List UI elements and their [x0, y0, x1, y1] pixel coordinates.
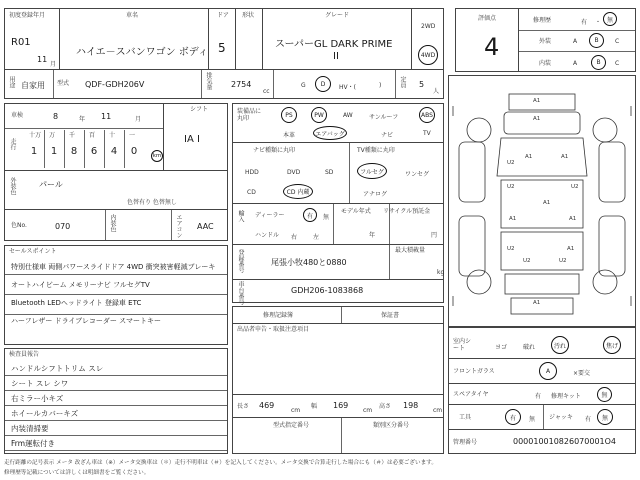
displacement-label: 排気量	[205, 72, 212, 90]
car-name-box	[59, 8, 209, 70]
color-box	[4, 170, 228, 210]
equip-ps: PS	[285, 111, 293, 119]
shift-value: IA I	[184, 134, 200, 145]
equip-pw-circle	[311, 107, 327, 123]
divider	[171, 210, 172, 240]
damage-mark: A1	[509, 216, 517, 222]
damage-mark: U2	[559, 258, 567, 264]
windshield-box	[448, 358, 636, 384]
tools-label: 工具	[459, 414, 472, 421]
mileage-digit-header: 十	[109, 132, 116, 139]
mileage-digit-header: 一	[129, 132, 136, 139]
nav-type-label: ナビ種類に丸印	[253, 147, 296, 154]
exterior-option-a: A	[573, 38, 578, 45]
damage-mark: A1	[569, 216, 577, 222]
windshield-label: フロントガラス	[453, 368, 495, 375]
shaken-month: 11	[101, 112, 112, 121]
import-label: 輸入	[237, 210, 244, 222]
jack-yes: 有	[585, 416, 592, 423]
interior-seat-box	[448, 327, 636, 359]
mileage-digit-header: 百	[89, 132, 96, 139]
capacity-label: 定員	[399, 76, 406, 88]
repair-option-none-circle	[603, 12, 617, 26]
color-no-box	[4, 209, 228, 241]
length-unit: cm	[291, 407, 301, 414]
length-value: 469	[259, 401, 275, 410]
fuel-selected-circle	[315, 76, 331, 92]
manage-no-value: 000010010826070001O4	[513, 437, 617, 446]
model-label: 型式	[57, 80, 70, 87]
divider	[104, 130, 105, 168]
color-no-value: 070	[55, 222, 71, 231]
model-year-unit: 年	[369, 232, 376, 239]
equip-sunroof: サンルーフ	[369, 114, 399, 121]
divider	[201, 70, 202, 98]
model-year-label: モデル年式	[341, 208, 371, 215]
seat-option-dirt: 汚れ	[553, 342, 566, 350]
interior-color-label: 内装色	[109, 214, 116, 232]
divider	[5, 274, 227, 275]
chassis-value: GDH206-1083868	[291, 286, 364, 295]
windshield-a-circle	[539, 362, 557, 380]
repair-record-label: 修理記録簿	[263, 312, 294, 319]
capacity-unit: 人	[433, 88, 440, 95]
spare-option-none: 無	[601, 392, 608, 399]
score-value: 4	[484, 33, 500, 61]
usage-label: 用途	[8, 76, 15, 88]
exterior-option-c: C	[615, 38, 620, 45]
divider	[5, 294, 227, 295]
nav-cd-builtin: CD 内蔵	[286, 189, 310, 196]
equip-aw: AW	[343, 112, 353, 119]
divider	[5, 375, 227, 376]
inspector-note-line: シート スレ シワ	[11, 379, 69, 388]
chassis-label: 車台番号	[237, 281, 244, 305]
damage-mark: U2	[507, 184, 515, 190]
spare-tire-label: スペアタイヤ	[453, 391, 489, 398]
first-registration-month-unit: 月	[50, 61, 57, 68]
displacement-value: 2754	[231, 80, 252, 89]
divider	[389, 245, 390, 279]
divider	[5, 435, 227, 436]
exterior-selected-circle	[589, 33, 604, 48]
max-load-label: 最大積載量	[395, 247, 426, 254]
divider	[84, 130, 85, 168]
sales-points-label: セールスポイント	[9, 248, 57, 255]
car-name-label: 車名	[126, 12, 139, 19]
nav-cd-builtin-circle	[283, 184, 313, 199]
divider	[5, 420, 227, 421]
spare-tire-box	[448, 383, 636, 405]
aircon-label: エアコン	[175, 214, 182, 238]
equip-ps-circle	[281, 107, 297, 123]
damage-mark: A1	[533, 98, 541, 104]
shape-box	[235, 8, 263, 70]
tools-yes: 有	[509, 414, 516, 422]
mileage-digit: 1	[50, 146, 58, 157]
mileage-digit-header: 千	[69, 132, 76, 139]
seat-option-stain: ヨゴ	[495, 344, 508, 351]
footer-note-2: 修理歴等記載については詳しくは明細書をご覧ください。	[4, 470, 150, 476]
divider	[53, 70, 54, 98]
condition-box	[518, 8, 636, 72]
spare-option-kit: 修理キット	[551, 393, 581, 400]
color-no-label: 色No.	[11, 222, 27, 229]
jack-no-circle	[597, 409, 613, 425]
model-value: QDF-GDH206V	[85, 80, 145, 89]
fuel-selected: D	[320, 80, 326, 88]
inspector-notes-box	[4, 348, 228, 454]
first-registration-era: R01	[11, 37, 31, 48]
shaken-label: 車検	[11, 112, 24, 119]
divider	[5, 128, 163, 129]
manage-no-label: 管理番号	[453, 439, 478, 446]
dimensions-box	[232, 394, 444, 418]
grade-value-line2: II	[333, 51, 339, 62]
max-load-unit: kg	[437, 269, 445, 276]
dealer-yes: 有	[306, 212, 313, 220]
mileage-digit: 4	[110, 146, 118, 157]
type-cert-box	[232, 417, 444, 454]
mileage-digit: 1	[30, 146, 38, 157]
shaken-month-unit: 月	[135, 116, 142, 123]
import-dealer-box	[232, 203, 444, 245]
width-value: 169	[333, 401, 349, 410]
tools-yes-circle	[505, 409, 521, 425]
damage-mark: A1	[525, 154, 533, 160]
equip-abs: ABS	[421, 111, 433, 119]
repair-option-dot: ・	[595, 19, 602, 26]
tv-analog: アナログ	[363, 191, 388, 198]
divider	[341, 307, 342, 323]
mileage-digit-header: 万	[49, 132, 56, 139]
inspector-notes-label: 検査員報告	[9, 351, 40, 358]
damage-mark: U2	[523, 258, 531, 264]
doors-value: 5	[218, 41, 226, 55]
divider	[519, 30, 635, 31]
divider	[543, 405, 544, 429]
shift-label: シフト	[190, 106, 209, 113]
seller-comment-box	[232, 323, 444, 395]
inspector-note-line: ハンドルシフトトリム スレ	[11, 364, 104, 373]
score-box	[455, 8, 519, 72]
fuel-option-hv: HV・(	[339, 84, 356, 91]
fuel-option-g: G	[301, 82, 306, 89]
inspector-note-line: Frm運転付き	[11, 439, 56, 448]
exterior-label: 外装	[539, 38, 552, 45]
equipment-box	[232, 103, 444, 143]
equip-tv: TV	[423, 130, 431, 137]
damage-mark: A1	[561, 154, 569, 160]
equipment-label: 装備品に丸印	[237, 108, 262, 122]
seller-comment-label: 出品者申告・取扱注意項目	[237, 326, 310, 333]
tools-no: 無	[529, 416, 536, 423]
damage-mark: A1	[533, 300, 541, 306]
chassis-box	[232, 279, 444, 303]
sales-point-line: オートハイビーム メモリーナビ フルセグTV	[11, 281, 150, 289]
car-diagram	[449, 76, 635, 326]
tv-fullseg: フルセグ	[360, 168, 384, 176]
mileage-unit: km	[152, 153, 162, 159]
divider	[273, 70, 274, 98]
windshield-a: A	[545, 367, 551, 375]
inspector-note-line: ホイールカバーキズ	[11, 409, 79, 418]
height-value: 198	[403, 401, 419, 410]
interior-seat-label: 室内シート	[453, 338, 472, 352]
doors-label: ドア	[217, 12, 229, 19]
registration-value: 尾張小牧480と0880	[271, 258, 347, 267]
seat-option-dirt-circle	[551, 336, 569, 354]
tv-oneseg: ワンセグ	[405, 171, 430, 178]
capacity-value: 5	[419, 80, 425, 89]
recycle-unit: 円	[431, 232, 438, 239]
equip-abs-circle	[419, 107, 435, 123]
mileage-digit: 0	[130, 146, 138, 157]
divider	[341, 418, 342, 453]
first-registration-month: 11	[37, 55, 48, 64]
color-change: 色替有り 色替無し	[127, 199, 177, 206]
recycle-label: リサイクル預託金	[383, 208, 431, 215]
divider	[333, 204, 334, 244]
width-label: 幅	[311, 403, 318, 410]
width-unit: cm	[363, 407, 373, 414]
footer-note-1: 走行距離の記号表示 メータ 改ざん車は（※）メータ交換車は（＊）走行不明車は（＃）を記入してください。メータ交換で合算走行した場合にも（＃）は必要ございます。	[4, 460, 437, 466]
divider	[519, 51, 635, 52]
dealer-no: 無	[323, 214, 330, 221]
registration-label: 登録番号	[237, 249, 244, 273]
sales-point-line: ハーフレザー ドライブレコーダー スマートキー	[11, 317, 161, 325]
handle-right: 右	[291, 234, 298, 241]
grade-value-line1: スーパーGL DARK PRIME	[275, 39, 393, 50]
tv-type-label: TV種類に丸印	[357, 147, 395, 154]
equip-leather: 本革	[283, 132, 296, 139]
shaken-year-unit: 年	[79, 116, 86, 123]
car-diagram-box	[448, 75, 636, 327]
color-label: 外装色	[9, 177, 16, 195]
damage-mark: A1	[533, 116, 541, 122]
divider	[124, 130, 125, 168]
shift-box	[163, 103, 228, 171]
equip-pw: PW	[314, 111, 324, 119]
damage-mark: U2	[507, 160, 515, 166]
windshield-replace: ×要交	[573, 370, 591, 377]
damage-mark: U2	[571, 184, 579, 190]
repair-history-label: 修理歴	[533, 17, 552, 24]
nav-dvd: DVD	[287, 169, 301, 176]
nav-sd: SD	[325, 169, 334, 176]
warranty-label: 保証書	[381, 312, 400, 319]
tv-fullseg-circle	[357, 163, 387, 179]
twowd-label: 2WD	[421, 23, 436, 30]
tools-box	[448, 404, 636, 430]
interior-selected: B	[596, 59, 601, 66]
mileage-digit-header: 十万	[29, 132, 42, 139]
divider	[5, 390, 227, 391]
seat-option-torn: 破れ	[523, 344, 536, 351]
first-registration-label: 初度登録年月	[9, 12, 46, 19]
fuel-option-close: )	[379, 82, 382, 89]
jack-label: ジャッキ	[549, 414, 573, 421]
color-value: パール	[39, 180, 63, 189]
divider	[349, 143, 350, 203]
interior-option-c: C	[615, 60, 620, 67]
drive-box	[411, 8, 444, 70]
dealer-yes-circle	[303, 208, 317, 222]
fourwd-circle	[418, 45, 438, 65]
inspection-box	[4, 103, 164, 171]
inspector-note-line: 右ミラー小キズ	[11, 394, 64, 403]
interior-option-a: A	[573, 60, 578, 67]
length-label: 長さ	[237, 403, 250, 410]
type-cert-label: 型式指定番号	[273, 422, 310, 429]
equip-airbag-circle	[313, 126, 347, 140]
nav-tv-box	[232, 142, 444, 204]
repair-option-yes: 有	[581, 19, 588, 26]
repair-option-none: 無	[606, 16, 613, 24]
nav-cd: CD	[247, 189, 256, 196]
usage-row	[4, 69, 444, 99]
damage-mark: A1	[543, 200, 551, 206]
spare-option-yes: 有	[535, 393, 542, 400]
equip-airbag: エアバッグ	[315, 130, 345, 138]
mileage-unit-circle	[151, 150, 163, 162]
divider	[64, 130, 65, 168]
height-label: 高さ	[379, 403, 392, 410]
grade-box	[262, 8, 412, 70]
first-registration-box	[4, 8, 60, 70]
divider	[5, 405, 227, 406]
car-name-value: ハイエ－スバンワゴン ボディ	[76, 47, 208, 58]
shaken-year: 8	[53, 112, 59, 121]
repair-record-box	[232, 306, 444, 324]
divider	[105, 210, 106, 240]
displacement-unit: cc	[263, 88, 270, 95]
handle-label: ハンドル	[255, 232, 280, 239]
score-label: 評価点	[478, 15, 497, 22]
divider	[5, 450, 227, 451]
handle-left: 左	[313, 234, 320, 241]
manage-no-box	[448, 429, 636, 454]
mileage-digit: 6	[90, 146, 98, 157]
interior-label: 内装	[539, 60, 552, 67]
sales-point-line: Bluetooth LEDヘッドライト 登録車 ETC	[11, 299, 142, 307]
grade-label: グレード	[325, 12, 350, 19]
dealer-label: ディーラー	[255, 212, 285, 219]
mileage-label: 走行	[9, 138, 16, 150]
equip-navi: ナビ	[381, 132, 394, 139]
class-label: 類別区分番号	[373, 422, 410, 429]
spare-option-none-circle	[597, 387, 612, 402]
damage-mark: U2	[507, 246, 515, 252]
jack-no: 無	[601, 414, 608, 422]
interior-selected-circle	[591, 55, 606, 70]
doors-box	[208, 8, 236, 70]
fourwd-text: 4WD	[420, 51, 436, 59]
divider	[5, 314, 227, 315]
height-unit: cm	[433, 407, 443, 414]
seat-option-burn: 焦げ	[605, 342, 618, 350]
usage-value: 自家用	[21, 81, 45, 90]
seat-option-burn-circle	[603, 336, 621, 354]
mileage-digit: 8	[70, 146, 78, 157]
divider	[395, 70, 396, 98]
inspector-note-line: 内装清掃要	[11, 424, 49, 433]
exterior-selected: B	[594, 37, 599, 44]
sales-points-box	[4, 245, 228, 345]
damage-mark: A1	[567, 246, 575, 252]
aircon-value: AAC	[197, 222, 214, 231]
sales-point-line: 特別仕様車 両側パワースライドドア 4WD 衝突被害軽減ブレーキ	[11, 263, 216, 271]
registration-box	[232, 244, 444, 280]
divider	[44, 130, 45, 168]
shape-label: 形状	[242, 12, 255, 19]
nav-hdd: HDD	[245, 169, 259, 176]
